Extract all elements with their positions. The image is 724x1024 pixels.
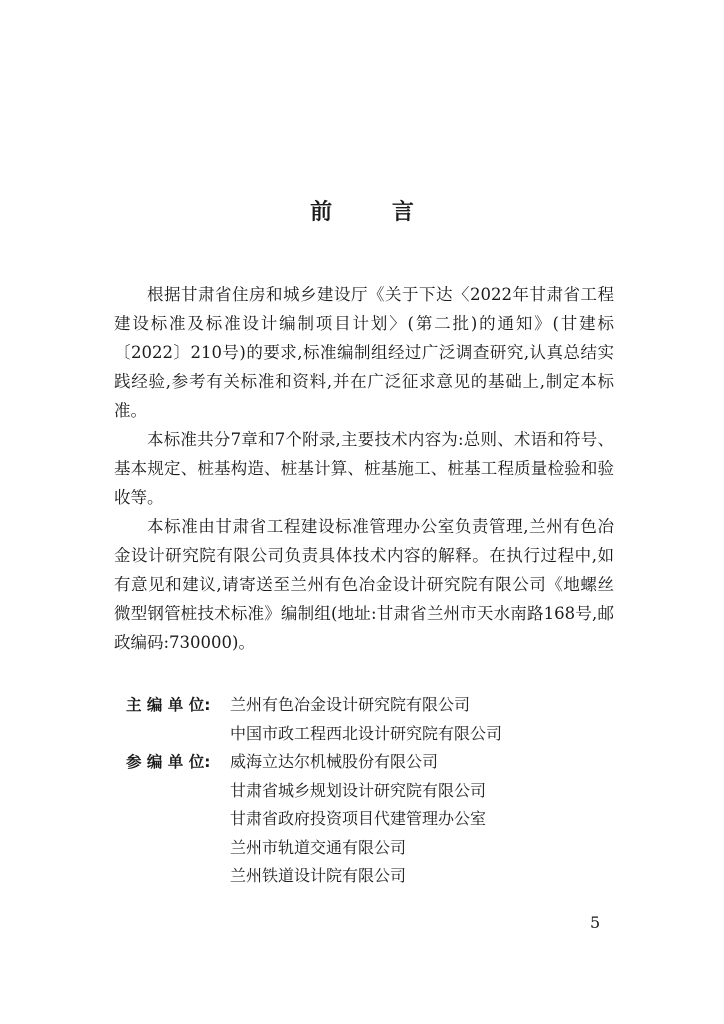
page-title: 前 言	[310, 200, 440, 225]
preface-paragraph-2: 本标准共分7章和7个附录,主要技术内容为:总则、术语和符号、基本规定、桩基构造、桩基计算、桩基施工、桩基工程质量检验和验收等。	[114, 430, 614, 507]
participating-editor-unit: 甘肃省城乡规划设计研究院有限公司	[230, 780, 487, 800]
page-number: 5	[590, 913, 601, 932]
participating-editor-list	[230, 748, 486, 891]
participating-editor-unit: 兰州市轨道交通有限公司	[230, 837, 407, 857]
editorial-units	[126, 691, 606, 891]
preface-body	[114, 280, 614, 657]
participating-editor-label: 参 编 单 位:	[126, 753, 211, 771]
participating-editor-group	[126, 748, 606, 891]
preface-paragraph-3: 本标准由甘肃省工程建设标准管理办公室负责管理,兰州有色冶金设计研究院有限公司负责具体技术内容的解释。在执行过程中,如有意见和建议,请寄送至兰州有色冶金设计研究院有限公司《地螺丝微型钢管桩技术标准》编制组(地址:甘肃省兰州市天水南路168号,邮政编码:730000)。	[114, 517, 614, 652]
participating-editor-unit: 甘肃省政府投资项目代建管理办公室	[230, 809, 487, 828]
chief-editor-group	[126, 691, 606, 748]
chief-editor-list	[230, 691, 502, 748]
chief-editor-unit: 兰州有色冶金设计研究院有限公司	[230, 695, 471, 714]
chief-editor-unit: 中国市政工程西北设计研究院有限公司	[230, 723, 503, 743]
participating-editor-unit: 兰州铁道设计院有限公司	[230, 866, 407, 885]
chief-editor-label: 主 编 单 位:	[126, 696, 211, 714]
participating-editor-unit: 威海立达尔机械股份有限公司	[230, 752, 439, 771]
preface-paragraph-1: 根据甘肃省住房和城乡建设厅《关于下达〈2022年甘肃省工程建设标准及标准设计编制项目计划〉(第二批)的通知》(甘建标〔2022〕210号)的要求,标准编制组经过广泛调查研究,认真总结实践经验,参考有关标准和资料,并在广泛征求意见的基础上,制定本标准。	[114, 285, 614, 420]
